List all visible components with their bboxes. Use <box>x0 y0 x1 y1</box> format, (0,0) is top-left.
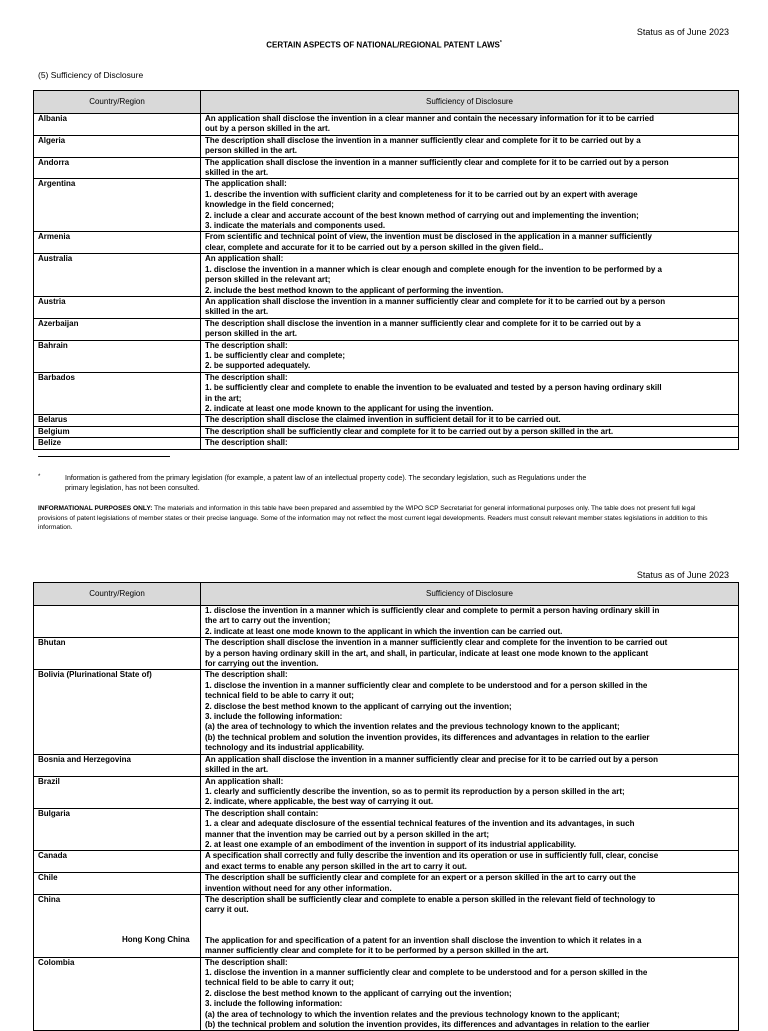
disclosure-line: the art to carry out the invention; <box>205 616 331 626</box>
section-heading: (5) Sufficiency of Disclosure <box>38 70 144 80</box>
disclosure-line: The description shall disclose the invention in a manner sufficiently clear and complete for it to be carried out by a <box>205 135 641 145</box>
document-title <box>0 40 768 50</box>
disclosure-line: The description shall be sufficiently clear and complete for it to be carried out by a person skilled in the art. <box>205 426 614 436</box>
country-name: Bulgaria <box>38 808 71 818</box>
disclosure-cell <box>201 606 739 638</box>
country-name: Bhutan <box>38 638 66 648</box>
disclaimer-text: The materials and information in this table have been prepared and assembled by the WIPO SCP Secretariat for general informational purposes only. The table does not present full legal provisions of patent legislations of member states or their precise language. Some of the information may not reflect the most current legal developments. Readers must consult relevant member states legislations in addition to this information. <box>38 505 708 532</box>
disclosure-line: The description shall disclose the invention in a manner sufficiently clear and complete for it to be carried out by a <box>205 318 641 328</box>
disclosure-cell <box>201 438 739 449</box>
sub-region-line: The application for and specification of a patent for an invention shall disclose the invention to which it relates in a <box>205 935 642 945</box>
disclosure-line: An application shall: <box>205 776 284 786</box>
disclosure-line: An application shall disclose the invention in a manner sufficiently clear and precise for it to be carried out by a person <box>205 754 658 764</box>
status-date: Status as of June 2023 <box>636 27 729 37</box>
disclosure-cell <box>201 157 739 179</box>
disclosure-line: technology and its industrial applicability. <box>205 743 364 753</box>
column-header-disclosure: Sufficiency of Disclosure <box>201 583 739 606</box>
disclosure-line: The description shall be sufficiently clear and complete to enable a person skilled in the relevant field of technology to <box>205 894 656 904</box>
sub-region-label: Hong Kong China <box>122 935 190 945</box>
country-cell <box>34 957 201 1031</box>
country-cell <box>34 114 201 136</box>
disclaimer-label: INFORMATIONAL PURPOSES ONLY: <box>38 505 153 512</box>
disclosure-cell <box>201 296 739 318</box>
disclosure-line: clear, complete and accurate for it to be carried out by a person skilled in the given field.. <box>205 242 544 252</box>
country-cell <box>34 415 201 426</box>
table-row <box>34 754 739 776</box>
table-row <box>34 426 739 437</box>
disclosure-line: The description shall: <box>205 372 288 382</box>
disclosure-line: The description shall disclose the invention in a manner sufficiently clear and complete for the invention to be carried out <box>205 638 668 648</box>
disclosure-line: 2. indicate at least one mode known to the applicant for using the invention. <box>205 403 494 413</box>
country-name: Colombia <box>38 957 75 967</box>
disclosure-cell <box>201 179 739 232</box>
disclosure-line: invention without need for any other information. <box>205 883 392 893</box>
disclosure-cell <box>201 894 739 957</box>
table-row <box>34 415 739 426</box>
disclosure-line: (b) the technical problem and solution the invention provides, its differences and advantages in relation to the earlier <box>205 1020 650 1030</box>
table-row <box>34 894 739 957</box>
document-title-text: CERTAIN ASPECTS OF NATIONAL/REGIONAL PATENT LAWS <box>266 40 500 50</box>
disclosure-line: The application shall: <box>205 179 287 189</box>
disclosure-line: The description shall: <box>205 438 288 448</box>
disclosure-line: 2. indicate, where applicable, the best way of carrying it out. <box>205 797 434 807</box>
disclosure-line: The description shall contain: <box>205 808 319 818</box>
country-name: Algeria <box>38 135 66 145</box>
disclosure-cell <box>201 372 739 415</box>
sub-region-line: manner sufficiently clear and complete for it to be performed by a person skilled in the art. <box>205 946 549 956</box>
disclosure-line: The description shall: <box>205 957 288 967</box>
disclosure-cell <box>201 426 739 437</box>
footnote-line: Information is gathered from the primary legislation (for example, a patent law of an intellectual property code). The secondary legislation, such as Regulations under the <box>65 475 587 482</box>
disclosure-cell <box>201 415 739 426</box>
disclosure-line: in the art; <box>205 393 242 403</box>
disclosure-line: 1. a clear and adequate disclosure of the essential technical features of the invention and its advantages, in such <box>205 819 635 829</box>
country-cell <box>34 157 201 179</box>
table-row <box>34 254 739 297</box>
country-cell <box>34 135 201 157</box>
status-date: Status as of June 2023 <box>636 570 729 580</box>
country-name: Canada <box>38 851 67 861</box>
country-cell <box>34 873 201 895</box>
disclosure-line: person skilled in the art. <box>205 329 298 339</box>
table-row <box>34 157 739 179</box>
country-cell <box>34 894 201 957</box>
disclosure-line: manner that the invention may be carried out by a person skilled in the art; <box>205 829 490 839</box>
country-name: Bolivia (Plurinational State of) <box>38 670 152 680</box>
country-name: Chile <box>38 873 58 883</box>
country-cell <box>34 232 201 254</box>
disclosure-line: 2. indicate at least one mode known to the applicant in which the invention can be carried out. <box>205 626 563 636</box>
disclosure-cell <box>201 957 739 1031</box>
disclosure-cell <box>201 318 739 340</box>
country-name: Armenia <box>38 232 71 242</box>
table-header-row <box>34 91 739 114</box>
disclosure-cell <box>201 873 739 895</box>
table-row <box>34 114 739 136</box>
country-name: Azerbaijan <box>38 318 79 328</box>
column-header-country: Country/Region <box>34 583 201 606</box>
footnote-line: primary legislation, has not been consulted. <box>65 485 200 492</box>
disclosure-line: The description shall: <box>205 670 288 680</box>
country-cell <box>34 754 201 776</box>
footnote-divider <box>38 456 170 457</box>
disclosure-cell <box>201 808 739 851</box>
disclosure-cell <box>201 754 739 776</box>
disclosure-cell <box>201 851 739 873</box>
disclosure-line: The application shall disclose the invention in a manner sufficiently clear and complete for it to be carried out by a person <box>205 157 669 167</box>
disclosure-line: 1. disclose the invention in a manner sufficiently clear and complete to be understood and for a person skilled in the <box>205 680 648 690</box>
table-row <box>34 808 739 851</box>
disclosure-cell <box>201 776 739 808</box>
disclosure-line: 2. include the best method known to the applicant of performing the invention. <box>205 285 504 295</box>
disclosure-line: technical field to be able to carry it out; <box>205 691 354 701</box>
sub-region-spacer <box>205 916 735 936</box>
disclosure-line: An application shall disclose the invention in a manner sufficiently clear and complete for it to be carried out by a person <box>205 296 666 306</box>
disclosure-table <box>33 90 739 450</box>
disclosure-line: (a) the area of technology to which the invention relates and the previous technology known to the applicant; <box>205 1009 620 1019</box>
title-footnote-mark: * <box>499 40 502 46</box>
table-row <box>34 438 739 449</box>
disclosure-line: person skilled in the relevant art; <box>205 275 331 285</box>
disclosure-line: 2. disclose the best method known to the applicant of carrying out the invention; <box>205 988 512 998</box>
disclosure-line: by a person having ordinary skill in the art, and shall, in particular, indicate at least one mode known to the applicant <box>205 648 649 658</box>
country-name: Belgium <box>38 426 70 436</box>
table-row <box>34 340 739 372</box>
disclosure-line: 1. clearly and sufficiently describe the invention, so as to permit its reproduction by a person skilled in the art; <box>205 786 625 796</box>
disclosure-line: The description shall be sufficiently clear and complete for an expert or a person skilled in the art to carry out the <box>205 873 636 883</box>
disclosure-line: knowledge in the field concerned; <box>205 200 334 210</box>
table-row <box>34 873 739 895</box>
country-cell <box>34 318 201 340</box>
disclosure-line: 1. disclose the invention in a manner which is sufficiently clear and complete to permit a person having ordinary skill in <box>205 606 660 615</box>
country-cell <box>34 776 201 808</box>
table-row <box>34 296 739 318</box>
disclosure-line: (a) the area of technology to which the invention relates and the previous technology known to the applicant; <box>205 722 620 732</box>
disclosure-cell <box>201 254 739 297</box>
disclosure-line: The description shall disclose the claimed invention in sufficient detail for it to be carried out. <box>205 415 561 425</box>
disclosure-cell <box>201 232 739 254</box>
country-name: Belize <box>38 438 62 448</box>
disclosure-line: 3. include the following information: <box>205 999 343 1009</box>
footnote-mark: * <box>38 474 41 480</box>
table-row <box>34 232 739 254</box>
country-name: Barbados <box>38 372 75 382</box>
disclosure-line: 1. be sufficiently clear and complete to enable the invention to be evaluated and tested by a person having ordinary skill <box>205 383 662 393</box>
disclosure-line: An application shall disclose the invention in a clear manner and contain the necessary information for it to be carried <box>205 114 654 123</box>
country-name: Austria <box>38 296 66 306</box>
table-row <box>34 670 739 754</box>
disclosure-line: skilled in the art. <box>205 307 269 317</box>
disclosure-line: 3. include the following information: <box>205 712 343 722</box>
table-row <box>34 372 739 415</box>
disclosure-line: skilled in the art. <box>205 765 269 775</box>
disclosure-cell <box>201 670 739 754</box>
disclosure-line: 2. be supported adequately. <box>205 361 311 371</box>
country-cell <box>34 808 201 851</box>
country-name: Bosnia and Herzegovina <box>38 754 131 764</box>
disclosure-cell <box>201 638 739 670</box>
country-cell <box>34 372 201 415</box>
disclosure-line: for carrying out the invention. <box>205 659 319 669</box>
country-name: Belarus <box>38 415 68 425</box>
disclosure-line: 2. at least one example of an embodiment of the invention in support of its industrial applicability. <box>205 839 577 849</box>
table-row <box>34 851 739 873</box>
disclosure-cell <box>201 340 739 372</box>
disclosure-line: technical field to be able to carry it out; <box>205 978 354 988</box>
column-header-country: Country/Region <box>34 91 201 114</box>
disclosure-line: 1. be sufficiently clear and complete; <box>205 350 346 360</box>
country-name: China <box>38 894 61 904</box>
country-cell <box>34 340 201 372</box>
table-row <box>34 638 739 670</box>
country-cell <box>34 438 201 449</box>
country-cell <box>34 296 201 318</box>
country-name: Argentina <box>38 179 76 189</box>
table-row <box>34 957 739 1031</box>
country-name: Albania <box>38 114 67 123</box>
country-cell <box>34 638 201 670</box>
table-row <box>34 179 739 232</box>
disclosure-line: carry it out. <box>205 905 249 915</box>
document-page-2 <box>0 566 768 1030</box>
disclosure-line: 1. disclose the invention in a manner sufficiently clear and complete to be understood and for a person skilled in the <box>205 968 648 977</box>
column-header-disclosure: Sufficiency of Disclosure <box>201 91 739 114</box>
country-cell <box>34 179 201 232</box>
disclosure-line: 2. include a clear and accurate account of the best known method of carrying out and implementing the invention; <box>205 210 639 220</box>
country-cell <box>34 606 201 638</box>
disclosure-line: out by a person skilled in the art. <box>205 124 330 134</box>
disclosure-cell <box>201 114 739 136</box>
disclosure-line: From scientific and technical point of view, the invention must be disclosed in the application in a manner sufficiently <box>205 232 652 242</box>
table-row <box>34 135 739 157</box>
country-name: Andorra <box>38 157 70 167</box>
table-row <box>34 318 739 340</box>
disclosure-line: 1. disclose the invention in a manner which is clear enough and complete enough for the invention to be performed by a <box>205 264 662 274</box>
disclaimer <box>38 504 726 533</box>
table-row <box>34 776 739 808</box>
disclosure-line: An application shall: <box>205 254 284 264</box>
country-cell <box>34 670 201 754</box>
disclosure-line: The description shall: <box>205 340 288 350</box>
disclosure-line: and exact terms to enable any person skilled in the art to carry it out. <box>205 861 467 871</box>
disclosure-line: (b) the technical problem and solution the invention provides, its differences and advantages in relation to the earlier <box>205 732 650 742</box>
disclosure-table-continued <box>33 582 739 1031</box>
country-name: Bahrain <box>38 340 68 350</box>
country-cell <box>34 851 201 873</box>
country-name: Brazil <box>38 776 60 786</box>
disclosure-line: skilled in the art. <box>205 168 269 178</box>
country-name: Australia <box>38 254 73 264</box>
disclosure-line: 3. indicate the materials and components used. <box>205 221 386 231</box>
disclosure-cell <box>201 135 739 157</box>
disclosure-line: 2. disclose the best method known to the applicant of carrying out the invention; <box>205 701 512 711</box>
disclosure-line: A specification shall correctly and fully describe the invention and its operation or use in sufficiently full, clear, concise <box>205 851 659 861</box>
country-cell <box>34 254 201 297</box>
table-header-row <box>34 583 739 606</box>
disclosure-line: person skilled in the art. <box>205 146 298 156</box>
country-cell <box>34 426 201 437</box>
disclosure-line: 1. describe the invention with sufficient clarity and completeness for it to be carried out by an expert with average <box>205 189 638 199</box>
table-row <box>34 606 739 638</box>
footnote <box>38 474 728 494</box>
